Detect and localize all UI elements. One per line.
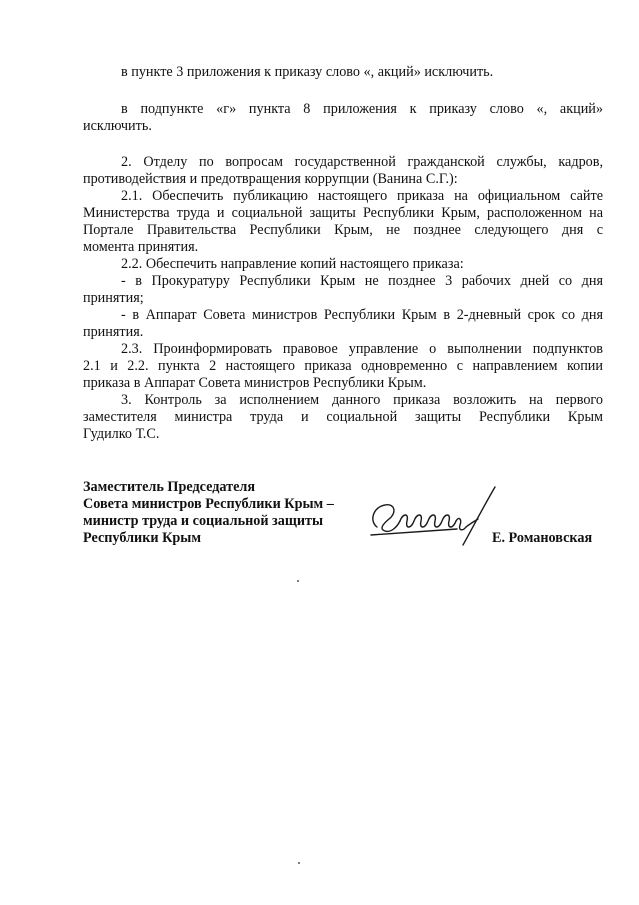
body-line: Портале Правительства Республики Крым, не позднее следующего дня с (83, 222, 603, 238)
body-line: исключить. (83, 118, 152, 134)
body-line: заместителя министра труда и социальной защиты Республики Крым (83, 409, 603, 425)
signatory-title-line: министр труда и социальной защиты (83, 513, 324, 529)
signatory-title-line: Совета министров Республики Крым – (83, 496, 334, 512)
body-line: 2.1 и 2.2. пункта 2 настоящего приказа одновременно с направлением копии (83, 358, 603, 374)
body-line: 2.1. Обеспечить публикацию настоящего приказа на официальном сайте (121, 188, 603, 204)
body-line: приказа в Аппарат Совета министров Республики Крым. (83, 375, 427, 391)
body-line: противодействия и предотвращения коррупции (Ванина С.Г.): (83, 171, 458, 187)
body-line: 2.3. Проинформировать правовое управление о выполнении подпунктов (121, 341, 603, 357)
signatory-name: Е. Романовская (492, 530, 593, 546)
body-line: Гудилко Т.С. (83, 426, 160, 442)
body-line: в подпункте «г» пункта 8 приложения к приказу слово «, акций» (121, 101, 603, 117)
signatory-title-line: Заместитель Председателя (83, 479, 256, 495)
body-line: Министерства труда и социальной защиты Республики Крым, расположенном на (83, 205, 603, 221)
handwritten-signature (367, 483, 502, 553)
scan-speck (298, 862, 300, 864)
body-line: момента принятия. (83, 239, 199, 255)
signatory-title-line: Республики Крым (83, 530, 202, 546)
body-line: - в Аппарат Совета министров Республики Крым в 2-дневный срок со дня (121, 307, 603, 323)
body-line: 3. Контроль за исполнением данного приказа возложить на первого (121, 392, 603, 408)
body-line: принятия; (83, 290, 144, 306)
scan-speck (297, 580, 299, 582)
body-line: принятия. (83, 324, 144, 340)
body-line: в пункте 3 приложения к приказу слово «, акций» исключить. (121, 64, 494, 80)
body-line: - в Прокуратуру Республики Крым не позднее 3 рабочих дней со дня (121, 273, 603, 289)
body-line: 2.2. Обеспечить направление копий настоящего приказа: (121, 256, 464, 272)
body-line: 2. Отделу по вопросам государственной гражданской службы, кадров, (121, 154, 603, 170)
